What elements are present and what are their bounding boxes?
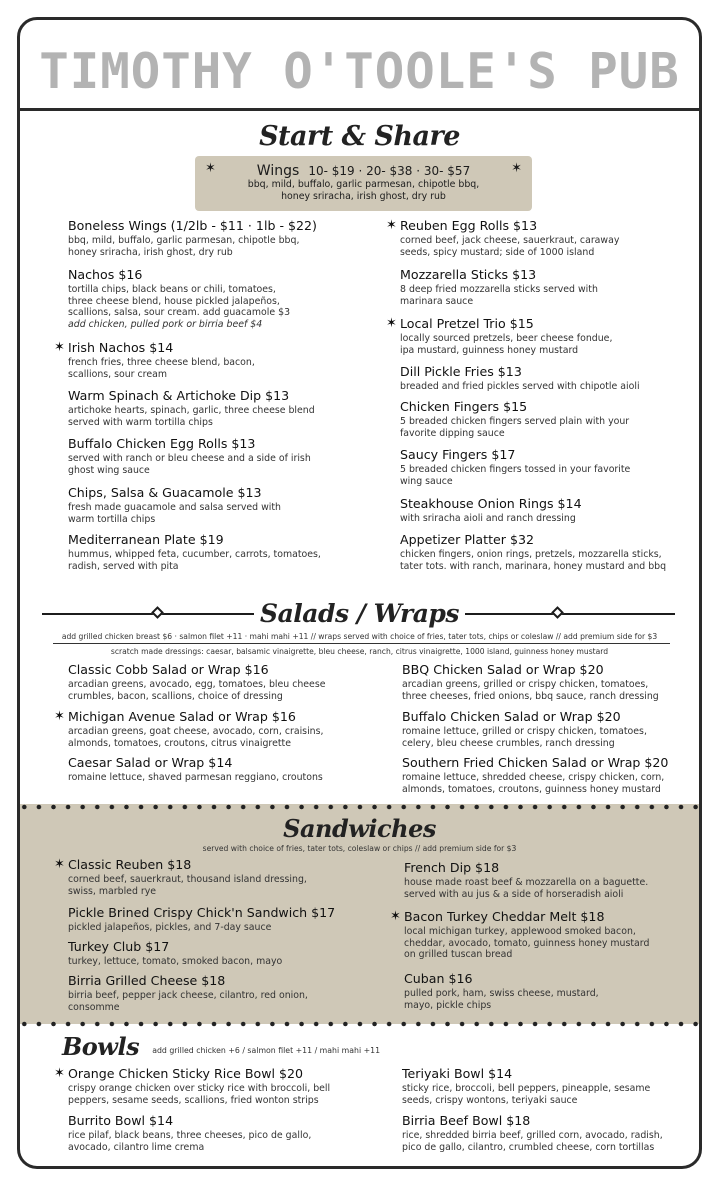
sandwiches-heading: Sandwiches: [283, 814, 436, 843]
star-icon: ✶: [390, 909, 401, 924]
wings-box: [195, 156, 532, 211]
star-icon: ✶: [511, 161, 522, 176]
menu-frame: [17, 17, 702, 1169]
menu-item: ✶ Michigan Avenue Salad or Wrap $16 arcadian greens, goat cheese, avocado, corn, craisins, almonds, tomatoes, croutons, citrus vinaigrette: [54, 709, 324, 749]
sandwiches-note: served with choice of fries, tater tots, coleslaw or chips // add premium side for $3: [202, 844, 517, 853]
menu-item: Caesar Salad or Wrap $14 romaine lettuce, shaved parmesan reggiano, croutons: [68, 755, 323, 783]
menu-item: Saucy Fingers $17 5 breaded chicken fingers tossed in your favorite wing sauce: [400, 447, 631, 487]
bowls-heading: Bowls: [62, 1032, 140, 1061]
menu-item: Turkey Club $17 turkey, lettuce, tomato, smoked bacon, mayo: [68, 939, 283, 967]
menu-item: Burrito Bowl $14 rice pilaf, black beans, three cheeses, pico de gallo, avocado, cilantro lime crema: [68, 1113, 312, 1153]
menu-item: Chips, Salsa & Guacamole $13 fresh made guacamole and salsa served with warm tortilla chips: [68, 485, 281, 525]
menu-item: Mozzarella Sticks $13 8 deep fried mozzarella sticks served with marinara sauce: [400, 267, 598, 307]
menu-item: ✶ Orange Chicken Sticky Rice Bowl $20 crispy orange chicken over sticky rice with broccoli, bell peppers, sesame seeds, scallions, fried wonton strips: [54, 1066, 331, 1106]
menu-item: Teriyaki Bowl $14 sticky rice, broccoli, bell peppers, pineapple, sesame seeds, crispy wontons, teriyaki sauce: [402, 1066, 651, 1106]
star-icon: ✶: [54, 1066, 65, 1081]
wings-name: Wings: [256, 163, 300, 179]
menu-item: Buffalo Chicken Egg Rolls $13 served with ranch or bleu cheese and a side of irish ghost wing sauce: [68, 436, 311, 476]
menu-item: ✶ Classic Reuben $18 corned beef, sauerkraut, thousand island dressing, swiss, marbled rye: [54, 857, 307, 897]
menu-item: Boneless Wings (1/2lb - $11 · 1lb - $22) bbq, mild, buffalo, garlic parmesan, chipotle bbq, honey sriracha, irish ghost, dry rub: [68, 218, 317, 258]
star-icon: ✶: [386, 218, 397, 233]
menu-item: Buffalo Chicken Salad or Wrap $20 romaine lettuce, grilled or crispy chicken, tomatoes, celery, bleu cheese crumbles, ranch dressing: [402, 709, 647, 749]
dotted-divider: [17, 1021, 702, 1027]
title-divider: [20, 108, 699, 111]
star-icon: ✶: [54, 340, 65, 355]
star-icon: ✶: [205, 161, 216, 176]
salads-note-divider: [53, 643, 670, 644]
dotted-divider: [17, 804, 702, 810]
menu-item: ✶ Bacon Turkey Cheddar Melt $18 local michigan turkey, applewood smoked bacon, cheddar, avocado, tomato, guinness honey mustard on grilled tuscan bread: [390, 909, 650, 961]
menu-item: ✶ Reuben Egg Rolls $13 corned beef, jack cheese, sauerkraut, caraway seeds, spicy mustard; side of 1000 island: [386, 218, 620, 258]
menu-item: Classic Cobb Salad or Wrap $16 arcadian greens, avocado, egg, tomatoes, bleu cheese crumbles, bacon, scallions, choice of dressing: [68, 662, 326, 702]
menu-item: Cuban $16 pulled pork, ham, swiss cheese, mustard, mayo, pickle chips: [404, 971, 599, 1011]
star-icon: ✶: [386, 316, 397, 331]
menu-item: Steakhouse Onion Rings $14 with sriracha aioli and ranch dressing: [400, 496, 582, 524]
start-share-heading: Start & Share: [259, 121, 460, 152]
menu-item: French Dip $18 house made roast beef & mozzarella on a baguette. served with au jus & a side of horseradish aioli: [404, 860, 649, 900]
menu-item: Birria Beef Bowl $18 rice, shredded birria beef, grilled corn, avocado, radish, pico de gallo, cilantro, crumbled cheese, corn tortillas: [402, 1113, 663, 1153]
menu-item: ✶ Local Pretzel Trio $15 locally sourced pretzels, beer cheese fondue, ipa mustard, guinness honey mustard: [386, 316, 613, 356]
pub-title: TIMOTHY O'TOOLE'S PUB: [39, 43, 680, 100]
menu-item: Appetizer Platter $32 chicken fingers, onion rings, pretzels, mozzarella sticks, tater tots. with ranch, marinara, honey mustard and bbq: [400, 532, 667, 572]
menu-item: ✶ Irish Nachos $14 french fries, three cheese blend, bacon, scallions, sour cream: [54, 340, 255, 380]
wings-flavors-line1: bbq, mild, buffalo, garlic parmesan, chipotle bbq,: [247, 179, 480, 190]
menu-item: Warm Spinach & Artichoke Dip $13 artichoke hearts, spinach, garlic, three cheese blend served with warm tortilla chips: [68, 388, 315, 428]
salads-heading: Salads / Wraps: [20, 598, 699, 630]
menu-item: BBQ Chicken Salad or Wrap $20 arcadian greens, grilled or crispy chicken, tomatoes, three cheeses, fried onions, bbq sauce, ranch dressing: [402, 662, 659, 702]
menu-item: Dill Pickle Fries $13 breaded and fried pickles served with chipotle aioli: [400, 364, 640, 392]
wings-prices: 10- $19 · 20- $38 · 30- $57: [308, 164, 471, 178]
menu-item: Pickle Brined Crispy Chick'n Sandwich $17 pickled jalapeños, pickles, and 7-day sauce: [68, 905, 336, 933]
menu-item: Chicken Fingers $15 5 breaded chicken fingers served plain with your favorite dipping sauce: [400, 399, 630, 439]
wings-flavors-line2: honey sriracha, irish ghost, dry rub: [281, 191, 446, 202]
menu-item: Southern Fried Chicken Salad or Wrap $20 romaine lettuce, shredded cheese, crispy chicken, corn, almonds, tomatoes, croutons, guinness honey mustard: [402, 755, 669, 795]
dressings-note: scratch made dressings: caesar, balsamic vinaigrette, bleu cheese, ranch, citrus vinaigrette, 1000 island, guinness honey mustard: [110, 647, 609, 656]
salads-addons-note: add grilled chicken breast $6 · salmon filet +11 · mahi mahi +11 // wraps served with choice of fries, tater tots, chips or coleslaw // add premium side for $3: [61, 632, 658, 641]
star-icon: ✶: [54, 709, 65, 724]
star-icon: ✶: [54, 857, 65, 872]
menu-item: Mediterranean Plate $19 hummus, whipped feta, cucumber, carrots, tomatoes, radish, served with pita: [68, 532, 321, 572]
menu-item: Nachos $16 tortilla chips, black beans or chili, tomatoes, three cheese blend, house pickled jalapeños, scallions, salsa, sour cream. add guacamole $3 add chicken, pulled pork or birria beef $4: [68, 267, 291, 330]
menu-item: Birria Grilled Cheese $18 birria beef, pepper jack cheese, cilantro, red onion, consomme: [68, 973, 308, 1013]
bowls-note: add grilled chicken +6 / salmon filet +11 / mahi mahi +11: [152, 1046, 381, 1055]
bowls-header: [62, 1032, 380, 1062]
